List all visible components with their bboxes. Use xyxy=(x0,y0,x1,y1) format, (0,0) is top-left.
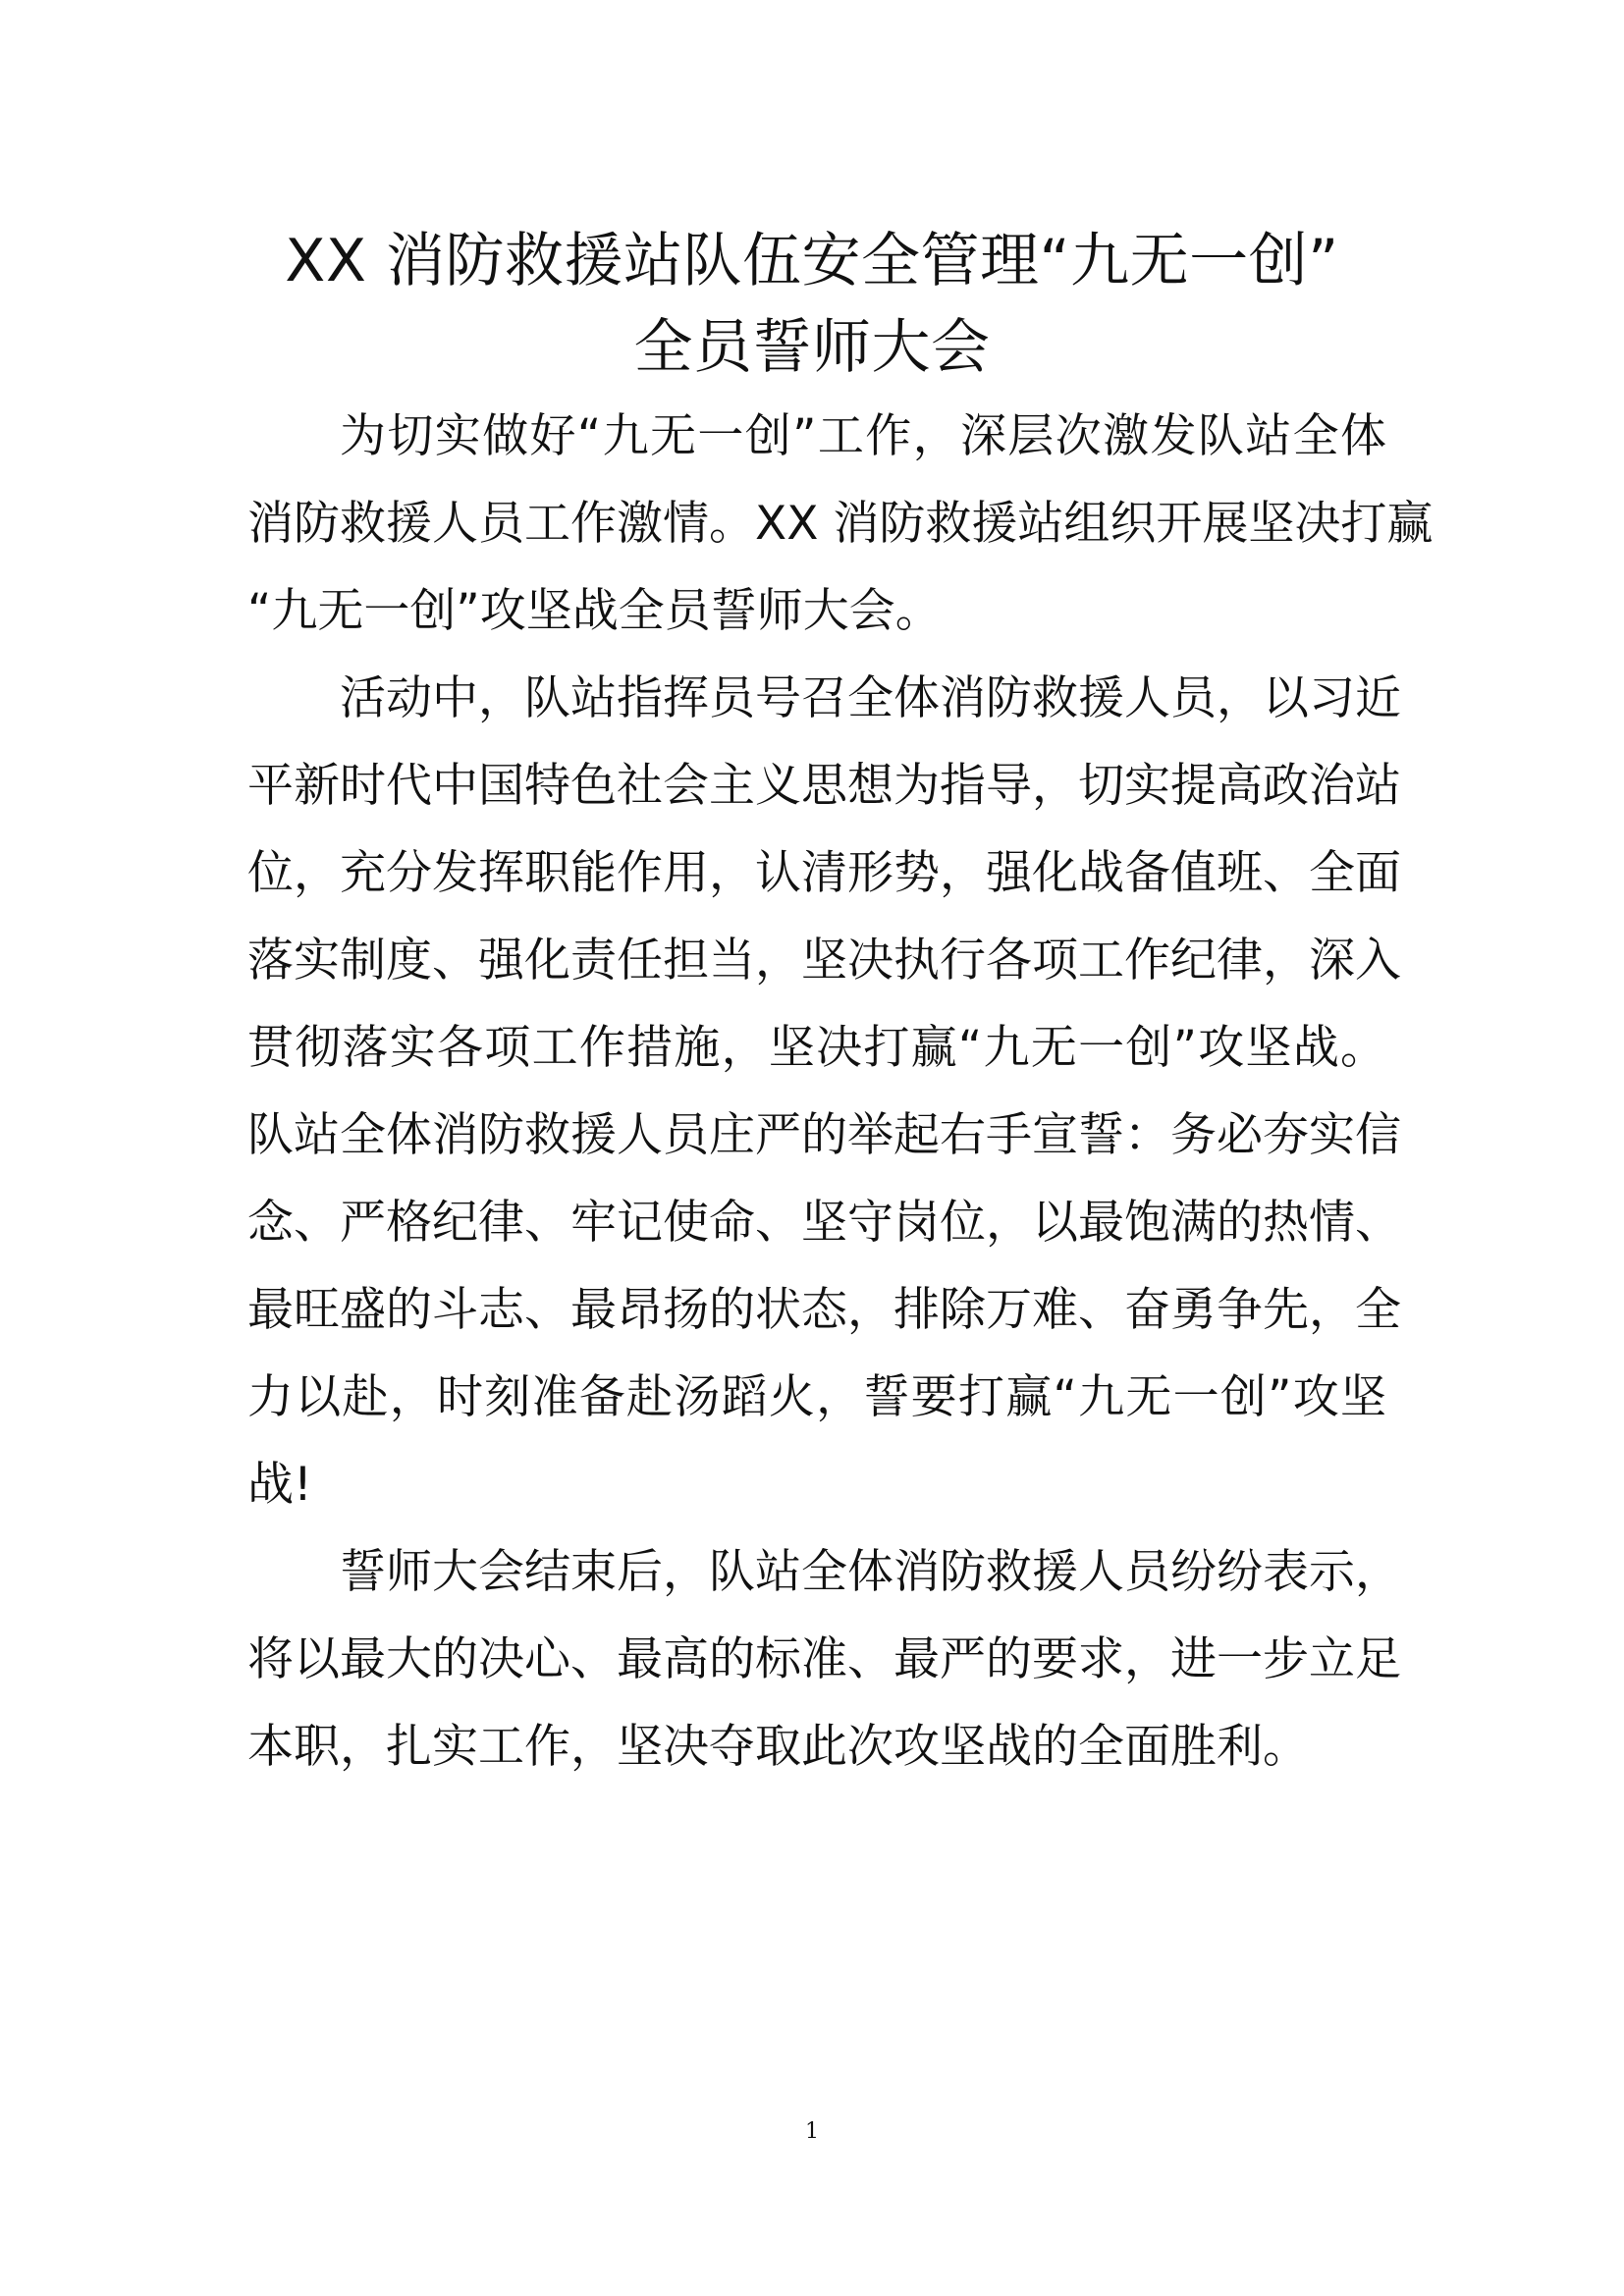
paragraph-line: 本职，扎实工作，坚决夺取此次攻坚战的全面胜利。 xyxy=(247,1720,1309,1774)
paragraph-line: 最旺盛的斗志、最昂扬的状态，排除万难、奋勇争先，全 xyxy=(247,1283,1401,1337)
paragraph-line: 为切实做好“九无一创”工作，深层次激发队站全体 xyxy=(340,409,1386,463)
paragraph-1 xyxy=(247,393,1434,655)
paragraph-line: 将以最大的决心、最高的标准、最严的要求，进一步立足 xyxy=(247,1632,1401,1686)
page-number: 1 xyxy=(805,2119,819,2144)
paragraph-line: 力以赴，时刻准备赴汤蹈火，誓要打赢“九无一创”攻坚 xyxy=(247,1370,1386,1424)
paragraph-line: 贯彻落实各项工作措施，坚决打赢“九无一创”攻坚战。 xyxy=(247,1021,1386,1075)
paragraph-line: “九无一创”攻坚战全员誓师大会。 xyxy=(247,584,942,638)
document-body xyxy=(247,393,1434,1790)
document-title xyxy=(236,218,1388,391)
paragraph-3 xyxy=(247,1528,1401,1790)
title-line: XX 消防救援站队伍安全管理“九无一创” xyxy=(285,227,1339,295)
paragraph-2 xyxy=(247,655,1401,1528)
paragraph-line: 落实制度、强化责任担当，坚决执行各项工作纪律，深入 xyxy=(247,934,1401,988)
paragraph-line: 队站全体消防救援人员庄严的举起右手宣誓：务必夯实信 xyxy=(247,1108,1401,1162)
paragraph-line: 平新时代中国特色社会主义思想为指导，切实提高政治站 xyxy=(247,759,1401,813)
paragraph-line: 战! xyxy=(247,1458,312,1512)
paragraph-line: 誓师大会结束后，队站全体消防救援人员纷纷表示， xyxy=(340,1545,1401,1599)
paragraph-line: 念、严格纪律、牢记使命、坚守岗位，以最饱满的热情、 xyxy=(247,1196,1401,1250)
paragraph-line: 位，充分发挥职能作用，认清形势，强化战备值班、全面 xyxy=(247,846,1401,900)
title-line: 全员誓师大会 xyxy=(633,313,991,382)
paragraph-line: 活动中，队站指挥员号召全体消防救援人员，以习近 xyxy=(340,671,1401,725)
paragraph-line: 消防救援人员工作激情。XX 消防救援站组织开展坚决打赢 xyxy=(247,497,1434,551)
